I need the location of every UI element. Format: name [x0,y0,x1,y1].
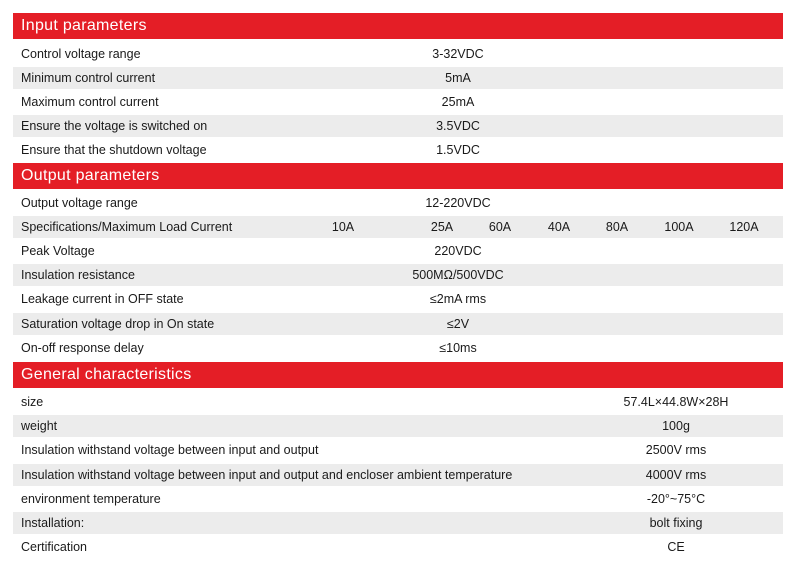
current-rating-100a: 100A [664,220,694,234]
row-value: bolt fixing [649,516,703,530]
row-value: CE [667,540,685,554]
table-row [13,512,783,534]
table-row [13,288,783,310]
table-row [13,91,783,113]
row-label: Saturation voltage drop in On state [21,317,215,331]
row-value: 1.5VDC [436,143,480,157]
current-rating-80a: 80A [605,220,629,234]
row-label: Specifications/Maximum Load Current [21,220,233,234]
current-rating-25a: 25A [430,220,454,234]
table-row [13,67,783,89]
current-rating-120a: 120A [729,220,759,234]
row-value: ≤2mA rms [429,292,487,306]
table-row [13,488,783,510]
row-label: Insulation withstand voltage between input and output [21,443,319,457]
row-value: 25mA [441,95,475,109]
row-value: 57.4L×44.8W×28H [623,395,729,409]
row-value: 100g [662,419,690,433]
row-label: Leakage current in OFF state [21,292,184,306]
row-label: Insulation withstand voltage between input and output and encloser ambient temperature [21,468,513,482]
row-label: Ensure that the shutdown voltage [21,143,207,157]
row-label: Minimum control current [21,71,156,85]
row-label: Certification [21,540,87,554]
row-label: Maximum control current [21,95,159,109]
row-value: 3.5VDC [436,119,480,133]
table-row [13,264,783,286]
table-row [13,192,783,214]
row-value: ≤2V [446,317,470,331]
row-value: 2500V rms [645,443,707,457]
specs-row [13,216,783,238]
row-label: Output voltage range [21,196,138,210]
row-value: ≤10ms [439,341,477,355]
table-row [13,43,783,65]
row-label: Insulation resistance [21,268,135,282]
row-value: 220VDC [434,244,482,258]
row-value: 5mA [445,71,471,85]
output-parameters-header: Output parameters [13,163,783,189]
row-value: 500MΩ/500VDC [412,268,504,282]
input-parameters-header: Input parameters [13,13,783,39]
table-row [13,536,783,558]
table-row [13,464,783,486]
current-rating-10a: 10A [331,220,355,234]
table-row [13,139,783,161]
table-row [13,115,783,137]
row-value: 3-32VDC [432,47,484,61]
row-label: Peak Voltage [21,244,95,258]
general-characteristics-header: General characteristics [13,362,783,388]
row-value: 4000V rms [645,468,707,482]
current-rating-60a: 60A [488,220,512,234]
table-row [13,240,783,262]
row-value: -20°~75°C [646,492,706,506]
row-label: environment temperature [21,492,161,506]
row-label: Ensure the voltage is switched on [21,119,208,133]
table-row [13,337,783,359]
row-label: weight [21,419,58,433]
table-row [13,391,783,413]
row-label: size [21,395,44,409]
table-row [13,439,783,461]
row-value: 12-220VDC [425,196,491,210]
current-rating-40a: 40A [547,220,571,234]
row-label: Installation: [21,516,85,530]
table-row [13,313,783,335]
table-row [13,415,783,437]
row-label: Control voltage range [21,47,141,61]
row-label: On-off response delay [21,341,144,355]
